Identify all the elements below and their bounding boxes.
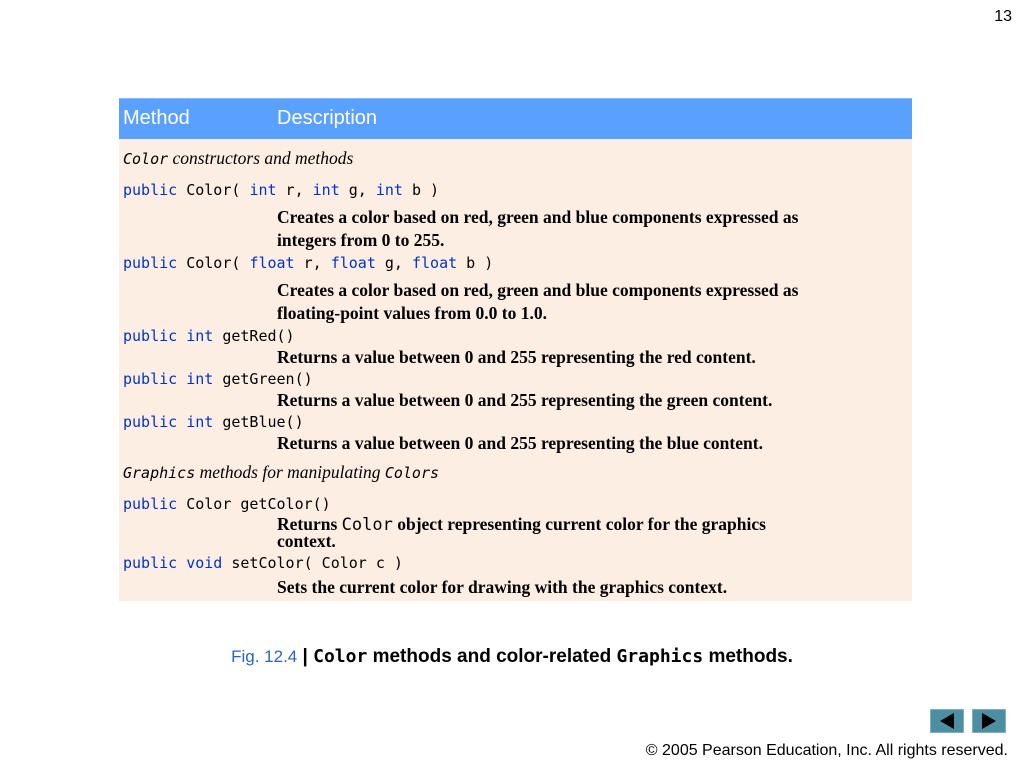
method-signature — [123, 554, 916, 574]
code-token — [177, 327, 186, 345]
keyword-token: int — [186, 413, 214, 431]
triangle-left-icon — [931, 710, 963, 732]
section-title-color — [123, 148, 916, 169]
previous-slide-button[interactable] — [930, 709, 964, 733]
figure-label: Fig. 12.4 — [231, 647, 298, 666]
caption-text: methods. — [703, 646, 793, 667]
description-line: Returns a value between 0 and 255 representing the green content. — [277, 390, 773, 410]
caption-code: Color — [313, 646, 368, 667]
keyword-token: float — [249, 254, 295, 272]
code-token — [177, 554, 186, 572]
code-token: Color getColor() — [177, 495, 331, 513]
keyword-token: int — [375, 181, 403, 199]
keyword-token: float — [330, 254, 376, 272]
keyword-token: int — [312, 181, 340, 199]
description-line: integers from 0 to 255. — [277, 230, 445, 250]
code-token: getRed() — [213, 327, 295, 345]
description-line: context. — [277, 531, 336, 551]
caption-code: Graphics — [616, 646, 704, 667]
description-text: object representing current color for the graphics — [392, 514, 766, 534]
code-token: b ) — [457, 254, 494, 272]
section-title-text: methods for manipulating — [195, 462, 385, 482]
description-code: Color — [341, 515, 393, 535]
page-number: 13 — [994, 8, 1012, 25]
caption-separator: | — [297, 646, 314, 667]
keyword-token: float — [412, 254, 458, 272]
code-token: Color( — [177, 254, 250, 272]
copyright-footer: © 2005 Pearson Education, Inc. All rights reserved. — [645, 742, 1008, 759]
keyword-token: public — [123, 254, 178, 272]
section-title-code: Graphics — [123, 464, 196, 482]
method-signature — [123, 495, 916, 515]
code-token: g, — [339, 181, 376, 199]
method-description — [277, 432, 897, 455]
method-description — [277, 279, 897, 325]
description-line: Creates a color based on red, green and blue components expressed as — [277, 207, 799, 227]
section-title-code: Color — [123, 150, 169, 168]
keyword-token: public — [123, 554, 178, 572]
description-line: Returns a value between 0 and 255 representing the red content. — [277, 347, 756, 367]
description-text: Returns — [277, 514, 342, 534]
method-signature — [123, 370, 916, 390]
code-token: r, — [276, 181, 313, 199]
method-description — [277, 389, 897, 412]
keyword-token: public — [123, 495, 178, 513]
description-line — [277, 516, 897, 533]
method-description — [277, 206, 897, 252]
method-table — [119, 98, 912, 601]
code-token: setColor( Color c ) — [222, 554, 403, 572]
code-token: g, — [375, 254, 412, 272]
code-token: Color( — [177, 181, 250, 199]
code-token — [177, 413, 186, 431]
caption-text: methods and color-related — [367, 646, 617, 667]
keyword-token: public — [123, 327, 178, 345]
column-header-method: Method — [123, 107, 190, 129]
figure-caption — [0, 646, 1024, 668]
code-token: r, — [294, 254, 331, 272]
code-token: getGreen() — [213, 370, 313, 388]
method-description — [277, 346, 897, 369]
keyword-token: public — [123, 370, 178, 388]
method-signature — [123, 327, 916, 347]
method-signature — [123, 181, 916, 201]
code-token: getBlue() — [213, 413, 304, 431]
section-title-graphics — [123, 462, 916, 483]
code-token — [177, 370, 186, 388]
column-header-description: Description — [277, 107, 378, 129]
next-slide-button[interactable] — [972, 709, 1006, 733]
description-line: Returns a value between 0 and 255 representing the blue content. — [277, 433, 763, 453]
description-line: Creates a color based on red, green and blue components expressed as — [277, 280, 799, 300]
method-description — [277, 576, 897, 599]
section-title-code: Colors — [384, 464, 440, 482]
code-token: b ) — [402, 181, 440, 199]
keyword-token: void — [186, 554, 223, 572]
section-title-text: constructors and methods — [168, 148, 354, 168]
triangle-right-icon — [973, 710, 1005, 732]
method-signature — [123, 254, 916, 274]
keyword-token: int — [186, 327, 214, 345]
method-signature — [123, 413, 916, 433]
keyword-token: int — [249, 181, 277, 199]
description-line: Sets the current color for drawing with the graphics context. — [277, 577, 728, 597]
method-description — [277, 516, 897, 549]
keyword-token: int — [186, 370, 214, 388]
table-header — [119, 98, 912, 139]
keyword-token: public — [123, 413, 178, 431]
keyword-token: public — [123, 181, 178, 199]
description-line: floating-point values from 0.0 to 1.0. — [277, 303, 547, 323]
